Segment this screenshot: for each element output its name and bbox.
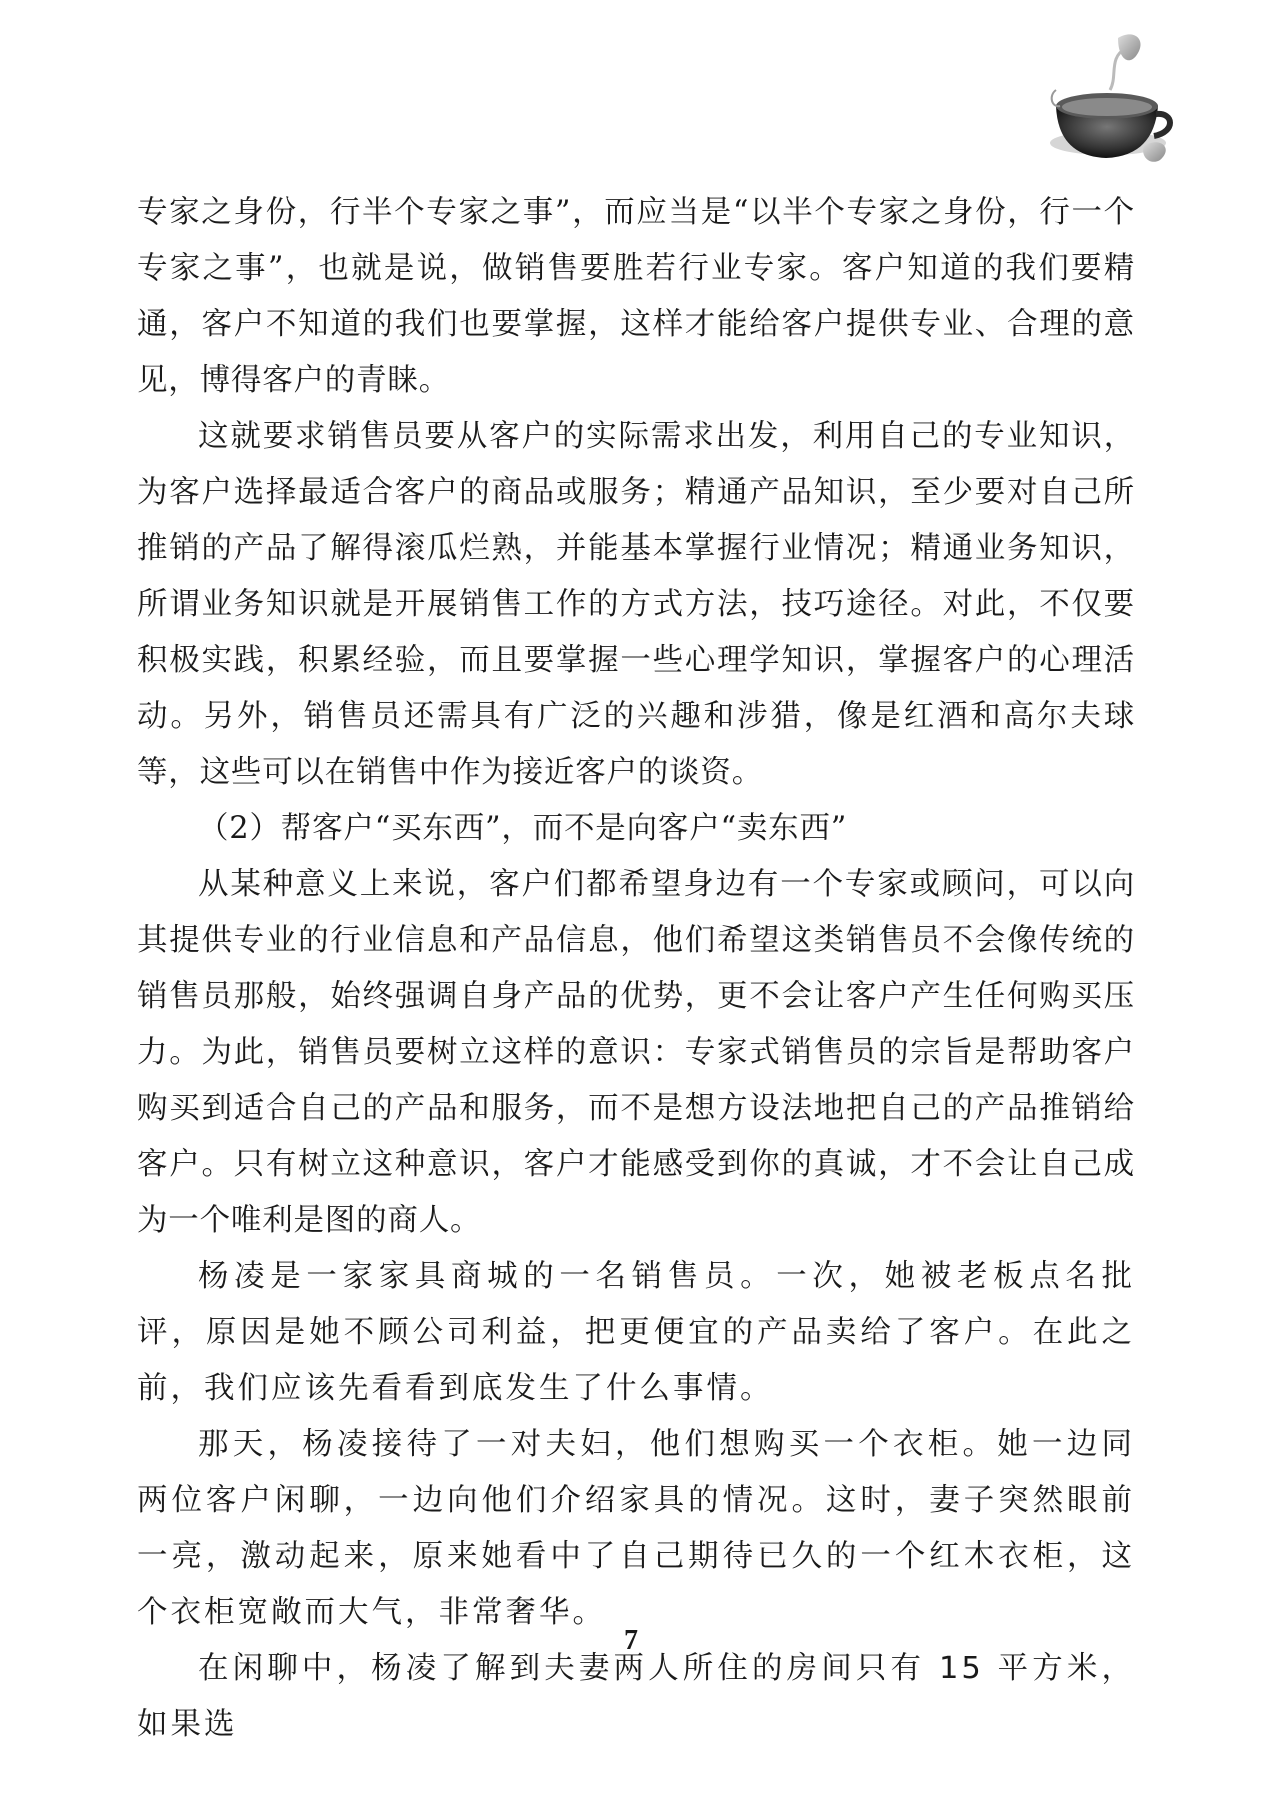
body-text xyxy=(137,185,1135,1753)
teacup-icon xyxy=(1048,28,1178,178)
subheading-2: （2）帮客户“买东西”，而不是向客户“卖东西” xyxy=(198,811,848,846)
page-number: 7 xyxy=(624,1625,638,1656)
paragraph-3: 从某种意义上来说，客户们都希望身边有一个专家或顾问，可以向其提供专业的行业信息和产品信息，他们希望这类销售员不会像传统的销售员那般，始终强调自身产品的优势，更不会让客户产生任何购买压力。为此，销售员要树立这样的意识：专家式销售员的宗旨是帮助客户购买到适合自己的产品和服务，而不是想方设法地把自己的产品推销给客户。只有树立这种意识，客户才能感受到你的真诚，才不会让自己成为一个唯利是图的商人。 xyxy=(137,867,1135,1238)
case-paragraph-1: 杨凌是一家家具商城的一名销售员。一次，她被老板点名批评，原因是她不顾公司利益，把更便宜的产品卖给了客户。在此之前，我们应该先看看到底发生了什么事情。 xyxy=(137,1259,1135,1406)
case-paragraph-2: 那天，杨凌接待了一对夫妇，他们想购买一个衣柜。她一边同两位客户闲聊，一边向他们介绍家具的情况。这时，妻子突然眼前一亮，激动起来，原来她看中了自己期待已久的一个红木衣柜，这个衣柜宽敞而大气，非常奢华。 xyxy=(137,1427,1135,1630)
paragraph-1: 专家之身份，行半个专家之事”，而应当是“以半个专家之身份，行一个专家之事”，也就是说，做销售要胜若行业专家。客户知道的我们要精通，客户不知道的我们也要掌握，这样才能给客户提供专业、合理的意见，博得客户的青睐。 xyxy=(137,195,1135,398)
paragraph-2: 这就要求销售员要从客户的实际需求出发，利用自己的专业知识，为客户选择最适合客户的商品或服务；精通产品知识，至少要对自己所推销的产品了解得滚瓜烂熟，并能基本掌握行业情况；精通业务知识，所谓业务知识就是开展销售工作的方式方法，技巧途径。对此，不仅要积极实践，积累经验，而且要掌握一些心理学知识，掌握客户的心理活动。另外，销售员还需具有广泛的兴趣和涉猎，像是红酒和高尔夫球等，这些可以在销售中作为接近客户的谈资。 xyxy=(137,419,1135,790)
case-paragraph-3: 在闲聊中，杨凌了解到夫妻两人所住的房间只有 15 平方米，如果选 xyxy=(137,1651,1135,1742)
